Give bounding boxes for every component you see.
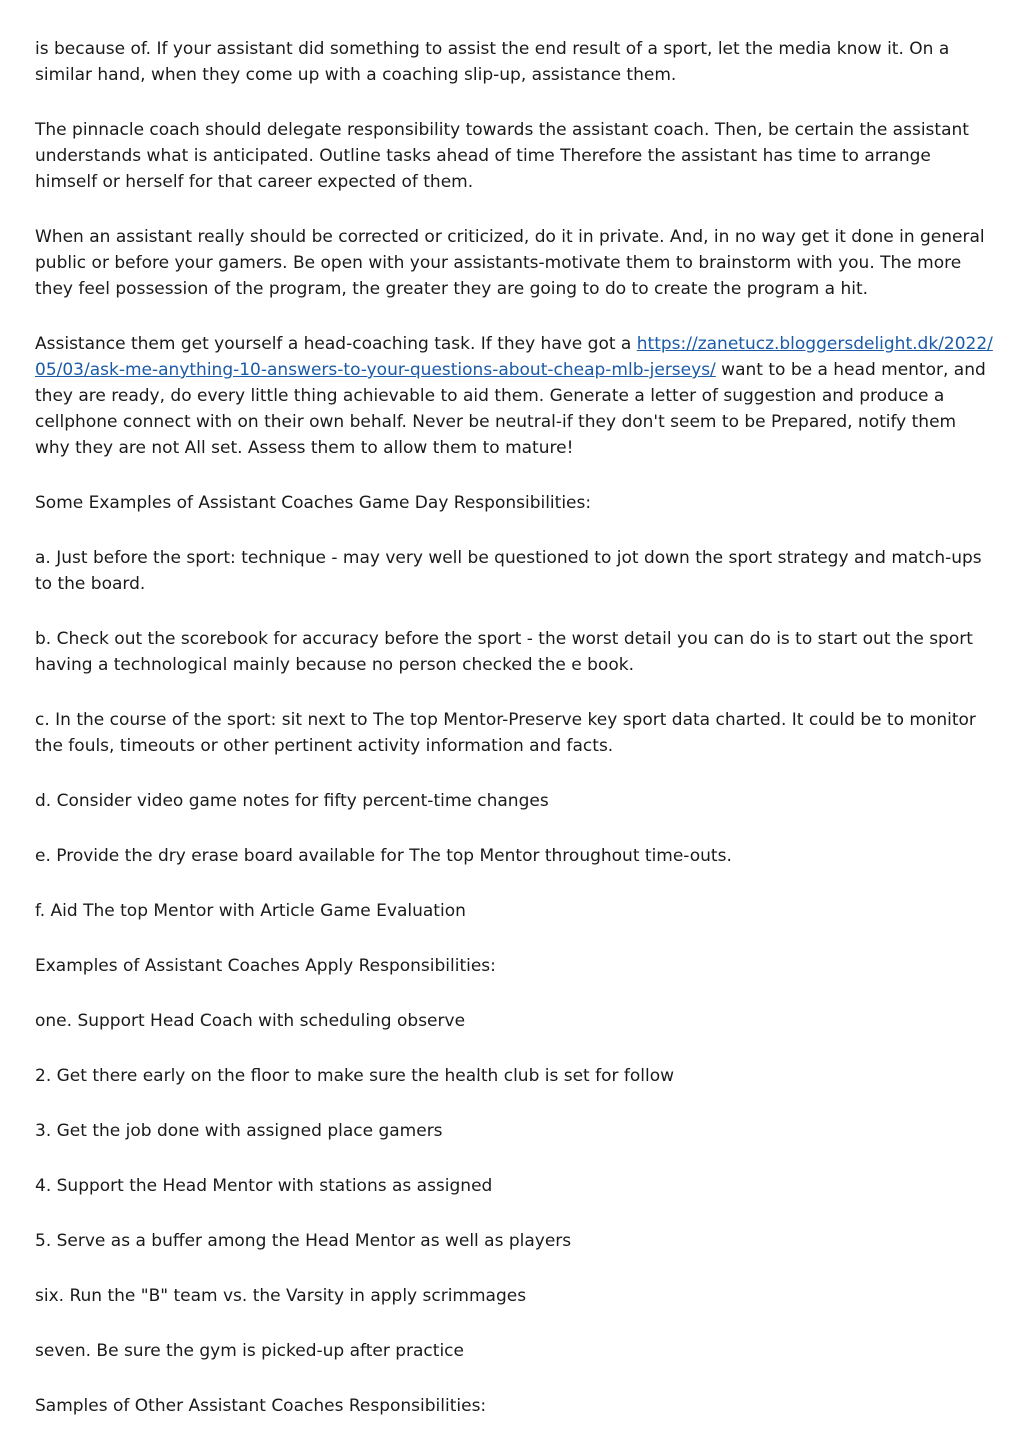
list-item: e. Provide the dry erase board available for The top Mentor throughout time-outs. bbox=[35, 846, 732, 866]
list-item: 2. Get there early on the floor to make sure the health club is set for follow bbox=[35, 1066, 675, 1086]
list-item: c. In the course of the sport: sit next to The top Mentor-Preserve key sport data charted. It could be to monitor the fouls, timeouts or other pertinent activity information and facts. bbox=[35, 710, 976, 756]
list-item: six. Run the "B" team vs. the Varsity in apply scrimmages bbox=[35, 1286, 527, 1306]
list-item: f. Aid The top Mentor with Article Game Evaluation bbox=[35, 901, 466, 921]
link-paragraph-tail: want to be a head mentor, and they are ready, do every little thing achievable to aid them. Generate a letter of suggestion and produce a cellphone connect with on their own behalf. Never be neutral-if they don't seem to be Prepared, notify them why they are not All set. Assess them to allow them to mature! bbox=[35, 360, 986, 458]
list-item: 4. Support the Head Mentor with stations as assigned bbox=[35, 1176, 493, 1196]
section-heading-practice: Examples of Assistant Coaches Apply Responsibilities: bbox=[35, 956, 496, 976]
link-paragraph bbox=[35, 331, 993, 461]
paragraph: When an assistant really should be corrected or criticized, do it in private. And, in no way get it done in general public or before your gamers. Be open with your assistants-motivate them to brainstorm with you. The more they feel possession of the program, the greater they are going to do to create the program a hit. bbox=[35, 227, 985, 299]
list-item: seven. Be sure the gym is picked-up after practice bbox=[35, 1341, 464, 1361]
list-item: 3. Get the job done with assigned place gamers bbox=[35, 1121, 443, 1141]
list-item: d. Consider video game notes for fifty percent-time changes bbox=[35, 791, 549, 811]
list-item: one. Support Head Coach with scheduling observe bbox=[35, 1011, 466, 1031]
paragraph: The pinnacle coach should delegate responsibility towards the assistant coach. Then, be certain the assistant understands what is anticipated. Outline tasks ahead of time Therefore the assistant has time to arrange himself or herself for that career expected of them. bbox=[35, 120, 969, 192]
link-paragraph-lead: Assistance them get yourself a head-coaching task. If they have got a bbox=[35, 334, 637, 354]
list-item: 5. Serve as a buffer among the Head Mentor as well as players bbox=[35, 1231, 572, 1251]
section-heading-other: Samples of Other Assistant Coaches Responsibilities: bbox=[35, 1396, 487, 1416]
paragraph: is because of. If your assistant did something to assist the end result of a sport, let the media know it. On a similar hand, when they come up with a coaching slip-up, assistance them. bbox=[35, 39, 950, 85]
section-heading-game-day: Some Examples of Assistant Coaches Game Day Responsibilities: bbox=[35, 493, 592, 513]
list-item: a. Just before the sport: technique - may very well be questioned to jot down the sport strategy and match-ups to the board. bbox=[35, 548, 982, 594]
document-body bbox=[35, 36, 993, 1448]
list-item: b. Check out the scorebook for accuracy before the sport - the worst detail you can do is to start out the sport having a technological mainly because no person checked the e book. bbox=[35, 629, 973, 675]
article-link[interactable]: https://zanetucz.bloggersdelight.dk/2022/05/03/ask-me-anything-10-answers-to-your-questions-about-cheap-mlb-jerseys/ bbox=[35, 334, 993, 380]
